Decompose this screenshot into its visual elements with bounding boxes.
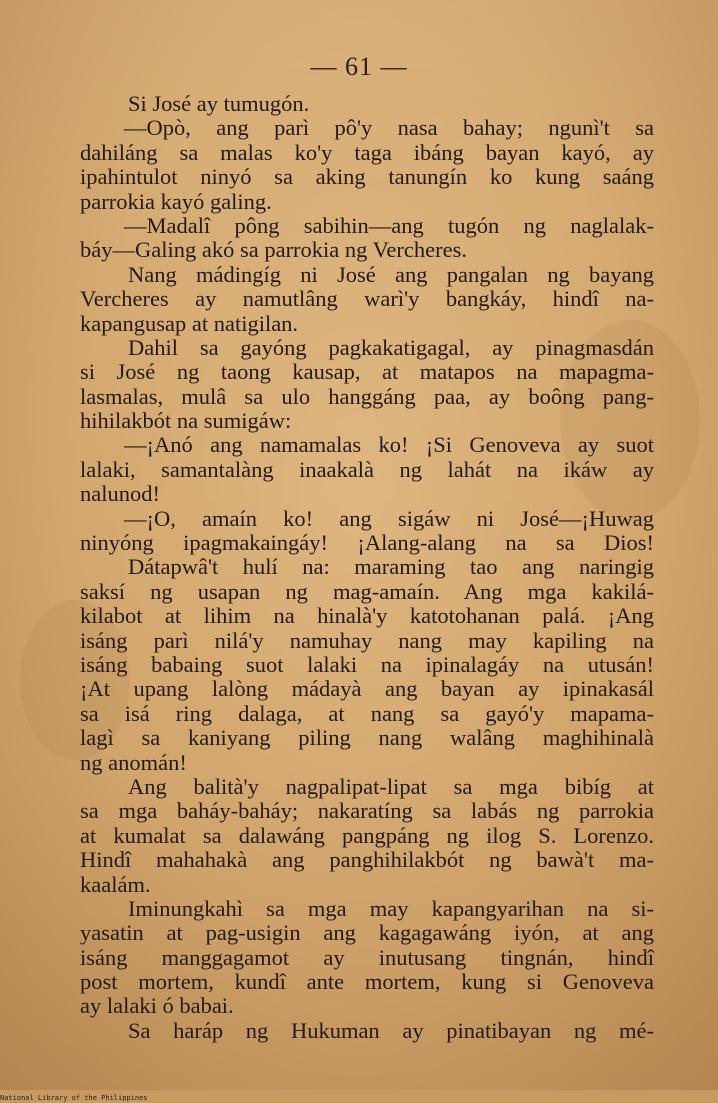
text-line: kilabot at lihim na hinalà'y katotohanan palá. ¡Ang — [80, 603, 654, 629]
text-line: Iminungkahì sa mga may kapangyarihan na si- — [128, 895, 654, 921]
text-line: Dátapwâ't hulí na: maraming tao ang naringig — [128, 554, 654, 580]
text-line: saksí ng usapan ng mag-amaín. Ang mga kakilá- — [80, 578, 654, 604]
text-line: —¡Anó ang namamalas ko! ¡Si Genoveva ay suot — [124, 432, 654, 458]
text-line: isáng babaing suot lalaki na ipinalagáy na utusán! — [80, 651, 654, 677]
text-line: ¡At upang lalòng mádayà ang bayan ay ipinakasál — [80, 676, 654, 702]
text-line: báy—Galing akó sa parrokia ng Vercheres. — [80, 237, 467, 263]
text-line: lalaki, samantalàng inaakalà ng lahát na ikáw ay — [80, 456, 654, 482]
text-line: Vercheres ay namutlâng warì'y bangkáy, hindî na- — [80, 286, 654, 312]
text-line: isáng manggagamot ay inutusang tingnán, hindî — [80, 944, 654, 970]
text-line: lasmalas, mulâ sa ulo hanggáng paa, ay boông pang- — [80, 383, 654, 409]
text-line: Si José ay tumugón. — [128, 91, 310, 116]
text-line: yasatin at pag-usigin ang kagagawáng iyón, at ang — [80, 920, 654, 946]
text-line: —Madalî pông sabihin—ang tugón ng naglalak- — [124, 212, 654, 238]
text-line: ng anomán! — [80, 749, 187, 775]
text-line: ipahintulot ninyó sa aking tanungín ko kung saáng — [80, 164, 654, 190]
text-line: Ang balità'y nagpalipat-lipat sa mga bibíg at — [128, 773, 654, 799]
page-number: — 61 — — [310, 52, 408, 81]
text-line: si José ng taong kausap, at matapos na mapagma- — [80, 359, 654, 385]
text-line: at kumalat sa dalawáng pangpáng ng ilog S. Lorenzo. — [80, 822, 654, 848]
text-line: sa isá ring dalaga, at nang sa gayó'y mapama- — [80, 700, 654, 726]
text-line: kaalám. — [80, 871, 151, 897]
text-line: nalunod! — [80, 481, 160, 507]
text-line: ay lalaki ó babai. — [80, 993, 234, 1019]
text-line: sa mga baháy-baháy; nakaratíng sa labás ng parrokia — [80, 798, 654, 824]
library-credit: National Library of the Philippines — [0, 1094, 148, 1102]
body-text — [80, 92, 654, 1043]
text-line: Sa haráp ng Hukuman ay pinatibayan ng mé- — [128, 1017, 654, 1043]
text-line: isáng parì nilá'y namuhay nang may kapiling na — [80, 627, 654, 653]
text-line: dahiláng sa malas ko'y taga ibáng bayan kayó, ay — [80, 139, 654, 165]
text-line: —¡O, amaín ko! ang sigáw ni José—¡Huwag — [124, 505, 654, 531]
text-line: post mortem, kundî ante mortem, kung si Genoveva — [80, 969, 654, 995]
text-line: hihilakbót na sumigáw: — [80, 408, 292, 434]
text-line: —Opò, ang parì pô'y nasa bahay; ngunì't sa — [124, 115, 654, 141]
text-line: parrokia kayó galing. — [80, 188, 272, 214]
text-line: lagì sa kaniyang piling nang walâng maghihinalà — [80, 725, 654, 751]
text-line: Nang mádingíg ni José ang pangalan ng bayang — [128, 261, 654, 287]
text-line: kapangusap at natigilan. — [80, 310, 299, 336]
text-line: Dahil sa gayóng pagkakatigagal, ay pinagmasdán — [128, 334, 654, 360]
text-line: ninyóng ipagmakaingáy! ¡Alang-alang na sa Dios! — [80, 530, 654, 556]
text-line: Hindî mahahakà ang panghihilakbót ng bawà't ma- — [80, 847, 654, 873]
